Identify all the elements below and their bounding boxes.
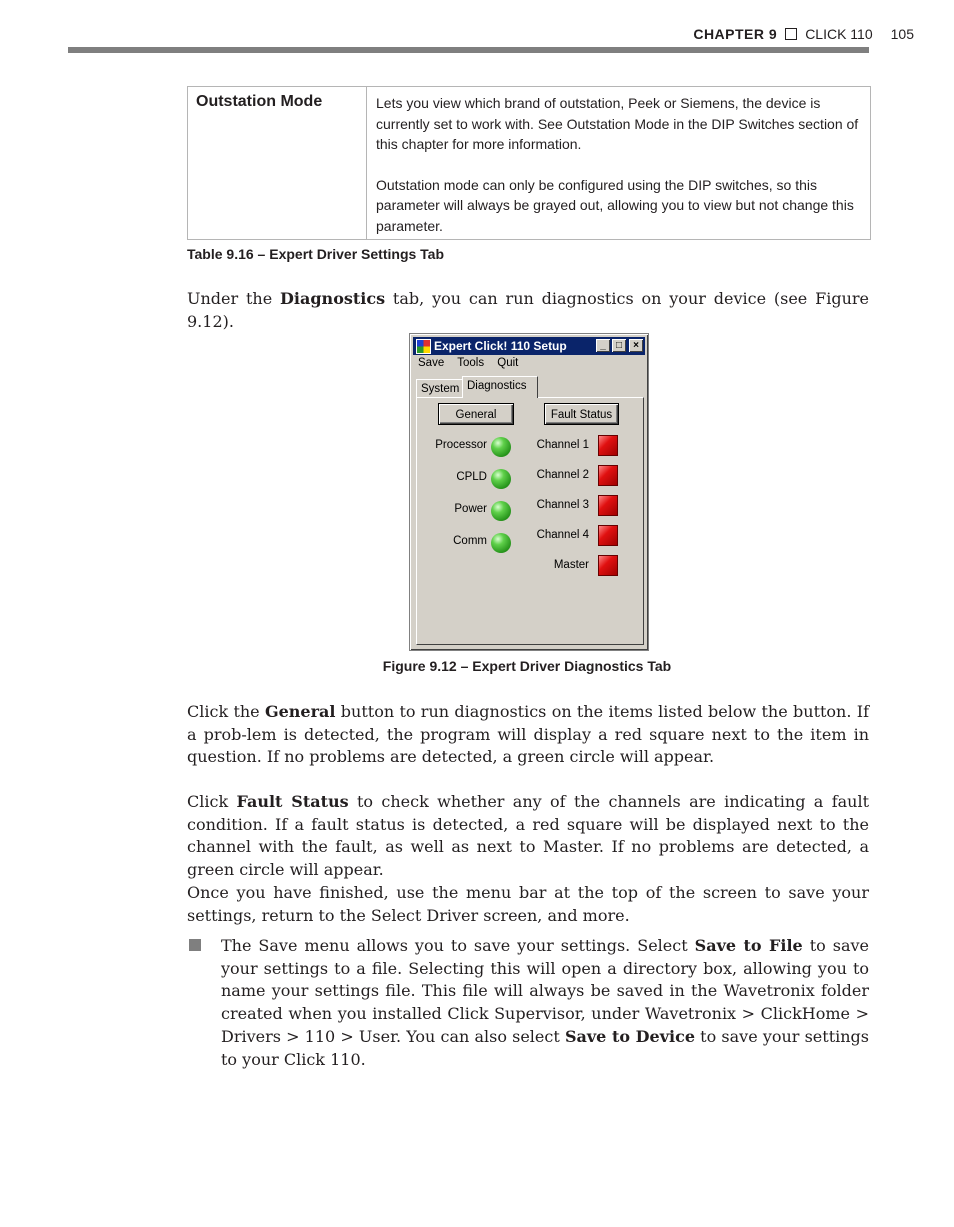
channel-1-label: Channel 1 bbox=[536, 439, 589, 451]
minimize-button[interactable]: _ bbox=[596, 339, 610, 352]
chapter-label: CHAPTER 9 bbox=[693, 26, 778, 42]
channel-2-label: Channel 2 bbox=[536, 469, 589, 481]
table-desc-paragraph: Outstation mode can only be configured using the DIP switches, so this parameter will always be grayed out, allowing you to view but not change this parameter. bbox=[376, 176, 854, 234]
text-run: Click the bbox=[187, 702, 265, 721]
bold-term: Save to Device bbox=[564, 1026, 696, 1046]
settings-table bbox=[187, 86, 871, 240]
setup-window bbox=[409, 333, 649, 651]
general-button[interactable]: General bbox=[438, 403, 514, 425]
channel-2-fault-icon bbox=[598, 465, 618, 486]
diagnostics-panel bbox=[416, 397, 644, 645]
tab-system[interactable]: System bbox=[416, 379, 464, 398]
text-run: button to run diagnostics on the items listed below the button. If a prob-lem is detected, the program will display a red square next to the item in question. If no problems are detected, a green circle will appear. bbox=[187, 702, 869, 766]
menu-quit[interactable]: Quit bbox=[497, 357, 519, 369]
bold-term: General bbox=[264, 702, 336, 721]
close-button[interactable]: × bbox=[629, 339, 643, 352]
bold-term: Save to File bbox=[694, 936, 803, 955]
maximize-button[interactable]: □ bbox=[612, 339, 626, 352]
intro-paragraph bbox=[187, 288, 869, 333]
master-label: Master bbox=[553, 559, 589, 571]
header-rule bbox=[68, 47, 869, 53]
app-icon bbox=[416, 339, 431, 354]
section-label: CLICK 110 bbox=[805, 26, 873, 42]
general-paragraph bbox=[187, 701, 869, 769]
menu-tools[interactable]: Tools bbox=[457, 357, 485, 369]
channel-4-label: Channel 4 bbox=[536, 529, 589, 541]
text-run: Under the bbox=[187, 289, 281, 308]
power-label: Power bbox=[454, 503, 487, 515]
text-run: Click bbox=[187, 792, 237, 811]
page-number: 105 bbox=[890, 26, 914, 42]
channel-4-fault-icon bbox=[598, 525, 618, 546]
comm-label: Comm bbox=[453, 535, 487, 547]
figure-caption: Figure 9.12 – Expert Driver Diagnostics Tab bbox=[382, 658, 672, 674]
channel-1-fault-icon bbox=[598, 435, 618, 456]
master-fault-icon bbox=[598, 555, 618, 576]
channel-3-label: Channel 3 bbox=[536, 499, 589, 511]
square-bullet-icon bbox=[189, 939, 201, 951]
window-title: Expert Click! 110 Setup bbox=[434, 339, 567, 353]
fault-paragraph bbox=[187, 791, 869, 881]
menu-save[interactable]: Save bbox=[418, 357, 445, 369]
separator-box bbox=[785, 28, 797, 40]
bullet-item bbox=[187, 935, 869, 1071]
text-run: to check whether any of the channels are indicating a fault condition. If a fault status is detected, a red square will be displayed next to the channel with the fault, as well as next to Master. If no problems are detected, a green circle will appear. bbox=[187, 792, 869, 879]
channel-3-fault-icon bbox=[598, 495, 618, 516]
title-bar[interactable] bbox=[413, 337, 645, 355]
processor-label: Processor bbox=[435, 439, 487, 451]
cpld-status-icon bbox=[491, 469, 511, 489]
text-run: to save your settings to a file. Selecting this will open a directory box, allowing you to name your settings file. This file will always be saved in the Wavetronix folder created when you installed Click Supervisor, under Wavetronix > ClickHome > Drivers > 110 > User. You can also select bbox=[221, 936, 870, 1046]
power-status-icon bbox=[491, 501, 511, 521]
finish-paragraph: Once you have finished, use the menu bar at the top of the screen to save your settings, return to the Select Driver screen, and more. bbox=[187, 883, 869, 925]
table-description bbox=[367, 87, 870, 239]
bold-term: Diagnostics bbox=[280, 289, 386, 308]
running-header bbox=[693, 26, 914, 42]
text-run: The Save menu allows you to save your settings. Select bbox=[221, 936, 695, 955]
cpld-label: CPLD bbox=[456, 471, 487, 483]
menu-bar bbox=[418, 357, 528, 369]
comm-status-icon bbox=[491, 533, 511, 553]
text-run: to save your settings to your Click 110. bbox=[221, 1026, 870, 1069]
table-caption: Table 9.16 – Expert Driver Settings Tab bbox=[187, 246, 445, 262]
bold-term: Fault Status bbox=[236, 792, 349, 811]
table-desc-paragraph: Lets you view which brand of outstation, Peek or Siemens, the device is currently set to work with. See Outstation Mode in the DIP Switches section of this chapter for more information. bbox=[376, 95, 859, 152]
processor-status-icon bbox=[491, 437, 511, 457]
fault-status-button[interactable]: Fault Status bbox=[544, 403, 619, 425]
text-run: tab, you can run diagnostics on your device (see Figure 9.12). bbox=[187, 289, 869, 331]
tab-diagnostics[interactable]: Diagnostics bbox=[462, 376, 538, 398]
table-term: Outstation Mode bbox=[188, 87, 367, 239]
bullet-text bbox=[221, 935, 869, 1071]
